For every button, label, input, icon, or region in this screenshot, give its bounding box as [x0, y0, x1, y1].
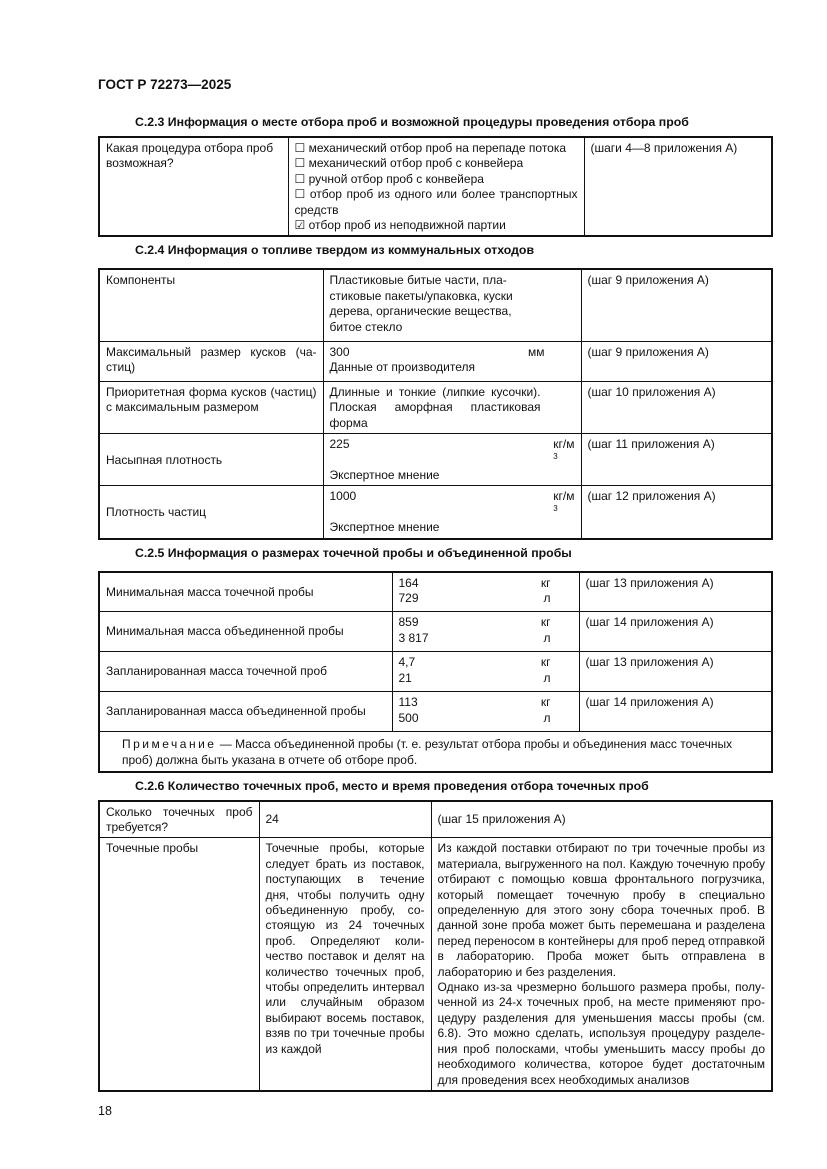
ref-cell: (шаг 15 приложения А): [431, 801, 772, 838]
value-cell: Длинные и тонкие (липкие кусочки). Плоская аморфная пластиковая форма: [323, 381, 581, 433]
ref-cell: (шаг 12 приложения А): [581, 486, 772, 539]
section-title-c23: С.2.3 Информация о месте отбора проб и возможной процедуры проведения отбора проб: [135, 115, 689, 129]
section-title-c25: С.2.5 Информация о размерах точечной пробы и объединенной пробы: [135, 545, 572, 560]
param-cell: Сколько точечных проб требуется?: [99, 801, 259, 838]
table-row: [99, 341, 772, 381]
ref-cell: (шаг 13 приложения А): [579, 572, 772, 612]
table-row: [99, 692, 772, 732]
table-c25: [98, 571, 773, 773]
checkbox-icon[interactable]: ☐: [294, 187, 306, 202]
param-cell: Минимальная масса точечной пробы: [99, 572, 392, 612]
param-cell: Точечные пробы: [99, 838, 259, 1091]
option-item[interactable]: ☐ отбор проб из одного или более транспортных средств: [294, 187, 578, 217]
ref-cell: (шаг 13 приложения А): [579, 652, 772, 692]
page-number: 18: [98, 1103, 112, 1118]
table-c26: [98, 800, 773, 1092]
ref-cell: (шаги 4—8 приложения А): [584, 137, 772, 236]
param-cell: Компоненты: [99, 269, 323, 341]
table-row: [99, 381, 772, 433]
table-row: [99, 486, 772, 539]
param-cell: Минимальная масса объединенной пробы: [99, 612, 392, 652]
value-cell: 859 кг 3 817 л: [392, 612, 579, 652]
note-row: [99, 732, 772, 772]
table-row: [99, 838, 772, 1091]
param-cell: Насыпная плотность: [99, 434, 323, 486]
value-cell: 113 кг 500 л: [392, 692, 579, 732]
param-cell: Максимальный размер кусков (частиц): [99, 341, 323, 381]
document-header: ГОСТ Р 72273—2025: [98, 77, 232, 92]
question-cell: Какая процедура отбора проб возможная?: [99, 137, 288, 236]
note-cell: Примечание — Масса объединенной пробы (т. е. результат отбора пробы и объединения масс точечных проб) должна быть указана в отчете об отборе проб.: [99, 732, 772, 772]
value-cell: 164 кг 729 л: [392, 572, 579, 612]
table-row: [99, 801, 772, 838]
table-row: [99, 137, 772, 236]
table-row: [99, 434, 772, 486]
value-cell: 1000 кг/м $^3$ Экспертное мнение: [323, 486, 581, 539]
param-cell: Плотность частиц: [99, 486, 323, 539]
param-cell: Запланированная масса точечной проб: [99, 652, 392, 692]
checkbox-icon[interactable]: ☐: [294, 156, 306, 171]
ref-cell: (шаг 14 приложения А): [579, 692, 772, 732]
option-item[interactable]: ☐ механический отбор проб на перепаде потока: [294, 141, 567, 155]
ref-cell: (шаг 9 приложения А): [581, 269, 772, 341]
table-row: [99, 612, 772, 652]
option-item[interactable]: ☐ механический отбор проб с конвейера: [294, 156, 524, 171]
option-item[interactable]: ☐ ручной отбор проб с конвейера: [294, 171, 484, 186]
table-row: [99, 572, 772, 612]
checked-checkbox-icon[interactable]: ☑: [294, 218, 306, 233]
section-title-c24: С.2.4 Информация о топливе твердом из коммунальных отходов: [135, 243, 535, 258]
value-cell: 4,7 кг 21 л: [392, 652, 579, 692]
value-cell: Пластиковые битые части, пластиковые пакеты/упаковка, куски дерева, органические вещества, битое стекло: [323, 269, 581, 341]
value-cell: 24: [259, 801, 431, 838]
description-cell: Из каждой поставки отбирают по три точечные пробы из материала, выгруженного на пол. Каждую точечную пробу отбирают с помощью ковша фронтального погрузчика, который помещает точечную пробу в специально определенную для этого зону сбора точечных проб. В данной зоне проба может быть перемешана и разделена перед переносом в контейнеры для проб перед отправкой в лабораторию. Проба может быть отправлена в лабораторию и без разделения. Однако из-за чрезмерно большого размера пробы, полученной из 24-х точечных проб, на месте применяют процедуру разделения для уменьшения массы пробы (см. 6.8). Это можно сделать, используя процедуру разделения проб полосками, чтобы уменьшить массу пробы до необходимого количества, которое будет достаточным для проведения всех необходимых анализов: [431, 838, 772, 1091]
table-c24: [98, 268, 773, 539]
table-row: [99, 652, 772, 692]
param-cell: Приоритетная форма кусков (частиц) с максимальным размером: [99, 381, 323, 433]
value-cell: 225 кг/м $^3$ Экспертное мнение: [323, 434, 581, 486]
table-c23: [98, 136, 773, 237]
option-item[interactable]: ☑ отбор проб из неподвижной партии: [294, 218, 506, 233]
ref-cell: (шаг 11 приложения А): [581, 434, 772, 486]
value-cell: 300 мм Данные от производителя: [323, 341, 581, 381]
ref-cell: (шаг 14 приложения А): [579, 612, 772, 652]
options-cell: [288, 137, 584, 236]
ref-cell: (шаг 9 приложения А): [581, 341, 772, 381]
ref-cell: (шаг 10 приложения А): [581, 381, 772, 433]
section-title-c26: С.2.6 Количество точечных проб, место и время проведения отбора точечных проб: [135, 778, 649, 793]
checkbox-icon[interactable]: ☐: [294, 171, 306, 186]
checkbox-icon[interactable]: ☐: [294, 141, 306, 155]
table-row: [99, 269, 772, 341]
param-cell: Запланированная масса объединенной пробы: [99, 692, 392, 732]
value-cell: Точечные пробы, которые следует брать из поставок, поступающих в течение дня, чтобы получить одну объединенную пробу, состоящую из 24 точечных проб. Определяют количество поставок и делят на количество точечных проб, чтобы определить интервал или случайным образом выбирают восемь поставок, взяв по три точечные пробы из каждой: [259, 838, 431, 1091]
